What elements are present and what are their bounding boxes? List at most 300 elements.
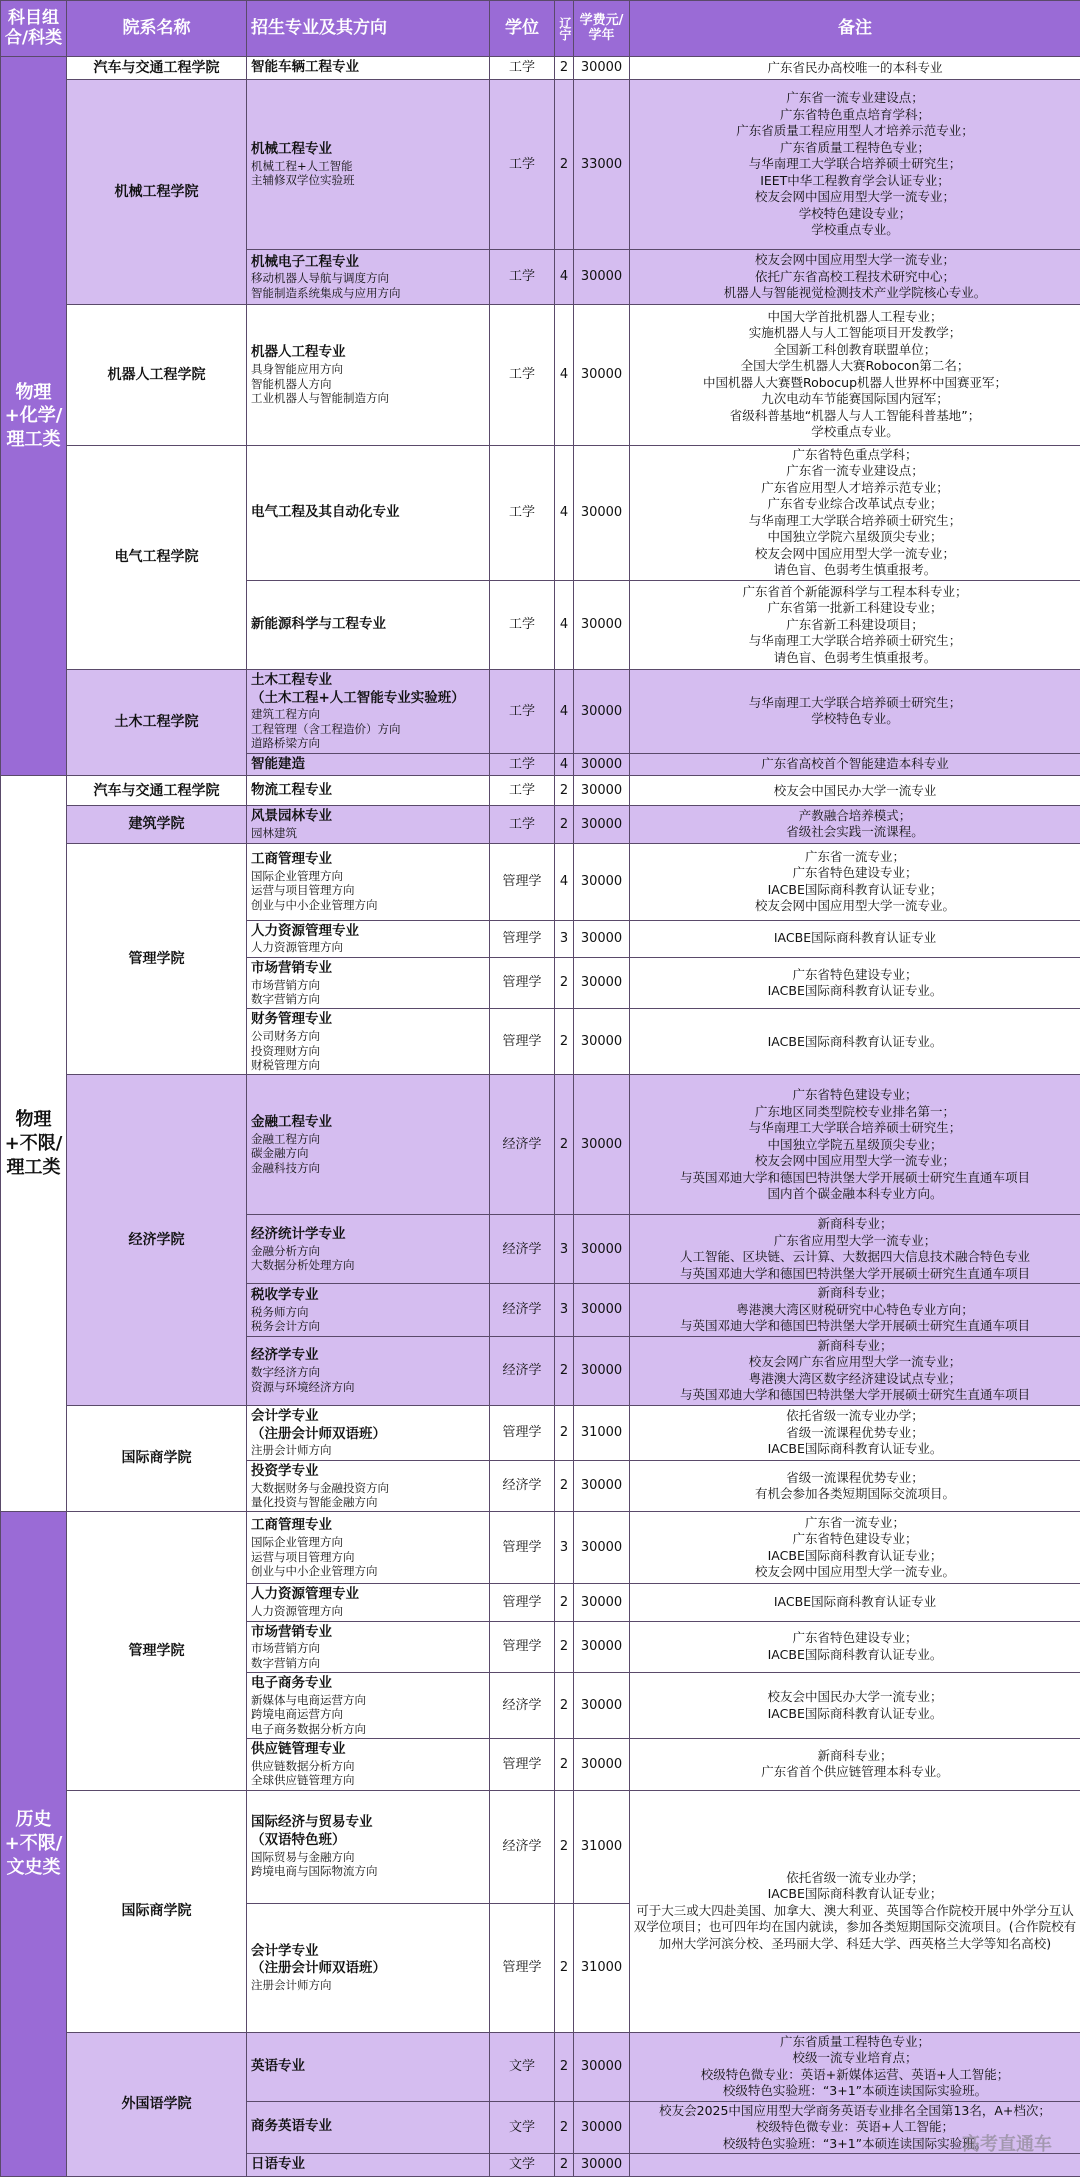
- years-cell: 2: [555, 1405, 574, 1460]
- notes-cell: [630, 445, 1080, 580]
- note-line: 产教融合培养模式；: [631, 808, 1079, 825]
- note-line: 全国新工科创教育联盟单位；: [631, 342, 1079, 359]
- fee-cell: 33000: [574, 79, 630, 249]
- table-row: [1, 1405, 1080, 1460]
- table-row: [1, 843, 1080, 920]
- note-line: 校级特色实验班：“3+1”本硕连读国际实验班。: [631, 2083, 1079, 2100]
- school-cell: 外国语学院: [67, 2032, 247, 2176]
- notes-cell: [630, 843, 1080, 920]
- degree-cell: 经济学: [490, 1673, 555, 1739]
- table-row: [1, 304, 1080, 445]
- note-line: 广东省首个供应链管理本科专业。: [631, 1764, 1079, 1781]
- notes-cell: [630, 2154, 1080, 2177]
- note-line: 广东省一流专业；: [631, 849, 1079, 866]
- notes-cell: [630, 1215, 1080, 1284]
- years-cell: 4: [555, 249, 574, 304]
- note-line: 广东省高校首个智能建造本科专业: [631, 756, 1079, 773]
- years-cell: 2: [555, 957, 574, 1009]
- notes-cell: [630, 249, 1080, 304]
- notes-cell: [630, 1336, 1080, 1405]
- note-line: 广东省一流专业建设点；: [631, 463, 1079, 480]
- major-cell: [247, 2154, 490, 2177]
- notes-cell: [630, 1460, 1080, 1512]
- degree-cell: 工学: [490, 580, 555, 669]
- major-title: 金融工程专业: [251, 1114, 485, 1132]
- major-cell: [247, 2032, 490, 2101]
- note-line: 人工智能、区块链、云计算、大数据四大信息技术融合特色专业: [631, 1249, 1079, 1266]
- fee-cell: 30000: [574, 957, 630, 1009]
- note-line: 校友会2025中国应用型大学商务英语专业排名全国第13名，A+档次；: [631, 2103, 1079, 2120]
- years-cell: 2: [555, 1673, 574, 1739]
- fee-cell: 30000: [574, 2032, 630, 2101]
- major-cell: [247, 1621, 490, 1673]
- header-row: [1, 1, 1080, 57]
- major-direction: 工程管理（含工程造价）方向: [251, 722, 485, 736]
- years-cell: 4: [555, 304, 574, 445]
- school-cell: 经济学院: [67, 1075, 247, 1406]
- degree-cell: 经济学: [490, 1336, 555, 1405]
- note-line: IACBE国际商科教育认证专业: [631, 1594, 1079, 1611]
- fee-cell: 30000: [574, 1673, 630, 1739]
- note-line: 与华南理工大学联合培养硕士研究生；: [631, 695, 1079, 712]
- major-direction: 注册会计师方向: [251, 1978, 485, 1992]
- major-cell: [247, 1075, 490, 1215]
- major-cell: [247, 920, 490, 957]
- note-line: 粤港澳大湾区数字经济建设试点专业；: [631, 1371, 1079, 1388]
- major-title: 经济统计学专业: [251, 1226, 485, 1244]
- fee-cell: 30000: [574, 445, 630, 580]
- degree-cell: 管理学: [490, 1584, 555, 1621]
- major-direction: 新媒体与电商运营方向: [251, 1693, 485, 1707]
- school-cell: 汽车与交通工程学院: [67, 776, 247, 806]
- major-direction: 资源与环境经济方向: [251, 1380, 485, 1394]
- degree-cell: 工学: [490, 753, 555, 776]
- major-direction: 财税管理方向: [251, 1058, 485, 1072]
- note-line: 广东省一流专业建设点；: [631, 90, 1079, 107]
- major-direction: 量化投资与智能金融方向: [251, 1495, 485, 1509]
- table-row: [1, 1790, 1080, 1903]
- fee-cell: 30000: [574, 1284, 630, 1337]
- major-cell: [247, 304, 490, 445]
- note-line: 可于大三或大四赴美国、加拿大、澳大利亚、英国等合作院校开展中外学分互认双学位项目；也可四年均在国内就读，参加各类短期国际交流项目。(合作院校有加州大学河滨分校、圣玛丽大学、科廷大学、西英格兰大学等知名高校): [631, 1903, 1079, 1953]
- fee-cell: 30000: [574, 2101, 630, 2154]
- years-cell: 2: [555, 79, 574, 249]
- years-cell: 2: [555, 2101, 574, 2154]
- note-line: 机器人与智能视觉检测技术产业学院核心专业。: [631, 285, 1079, 302]
- fee-cell: 30000: [574, 806, 630, 843]
- fee-cell: 31000: [574, 1903, 630, 2032]
- years-cell: 4: [555, 580, 574, 669]
- major-direction: 全球供应链管理方向: [251, 1773, 485, 1787]
- degree-cell: 工学: [490, 806, 555, 843]
- note-line: 学校重点专业。: [631, 424, 1079, 441]
- major-direction: 注册会计师方向: [251, 1443, 485, 1457]
- fee-cell: 30000: [574, 2154, 630, 2177]
- major-title: 商务英语专业: [251, 2118, 485, 2136]
- major-direction: 电子商务数据分析方向: [251, 1722, 485, 1736]
- table-row: [1, 1075, 1080, 1215]
- major-direction: 道路桥梁方向: [251, 736, 485, 750]
- table-row: [1, 1512, 1080, 1584]
- major-title: 人力资源管理专业: [251, 923, 485, 941]
- major-cell: [247, 957, 490, 1009]
- major-title: 土木工程专业: [251, 672, 485, 690]
- school-cell: 建筑学院: [67, 806, 247, 843]
- note-line: 与英国邓迪大学和德国巴特洪堡大学开展硕士研究生直通车项目: [631, 1266, 1079, 1283]
- major-direction: 国际企业管理方向: [251, 869, 485, 883]
- note-line: 新商科专业；: [631, 1748, 1079, 1765]
- note-line: 与华南理工大学联合培养硕士研究生；: [631, 156, 1079, 173]
- years-cell: 3: [555, 1512, 574, 1584]
- note-line: 校友会网中国应用型大学一流专业；: [631, 1153, 1079, 1170]
- note-line: 请色盲、色弱考生慎重报考。: [631, 650, 1079, 667]
- major-cell: [247, 1405, 490, 1460]
- major-direction: 数字经济方向: [251, 1365, 485, 1379]
- note-line: 中国独立学院六星级顶尖专业；: [631, 529, 1079, 546]
- years-cell: 2: [555, 1009, 574, 1075]
- major-cell: [247, 79, 490, 249]
- major-direction: 数字营销方向: [251, 1656, 485, 1670]
- school-cell: 机器人工程学院: [67, 304, 247, 445]
- notes-cell: [630, 1621, 1080, 1673]
- major-direction: 移动机器人导航与调度方向: [251, 271, 485, 285]
- header-category: 科目组合/科类: [1, 1, 67, 57]
- major-cell: [247, 1790, 490, 1903]
- note-line: 新商科专业；: [631, 1285, 1079, 1302]
- major-cell: [247, 1584, 490, 1621]
- major-direction: 建筑工程方向: [251, 707, 485, 721]
- major-title: 智能建造: [251, 756, 485, 774]
- major-title: 工商管理专业: [251, 851, 485, 869]
- note-line: 广东省新工科建设项目；: [631, 617, 1079, 634]
- fee-cell: 30000: [574, 304, 630, 445]
- notes-cell: [630, 79, 1080, 249]
- note-line: 校级特色微专业：英语+人工智能；: [631, 2119, 1079, 2136]
- degree-cell: 文学: [490, 2154, 555, 2177]
- school-cell: 国际商学院: [67, 1790, 247, 2032]
- major-direction: 大数据分析处理方向: [251, 1258, 485, 1272]
- school-cell: 管理学院: [67, 843, 247, 1075]
- degree-cell: 管理学: [490, 1621, 555, 1673]
- major-direction: 税务会计方向: [251, 1319, 485, 1333]
- school-cell: 电气工程学院: [67, 445, 247, 669]
- degree-cell: 文学: [490, 2101, 555, 2154]
- fee-cell: 30000: [574, 1739, 630, 1791]
- fee-cell: 30000: [574, 57, 630, 80]
- major-cell: [247, 2101, 490, 2154]
- major-cell: [247, 1460, 490, 1512]
- note-line: 广东省特色建设专业；: [631, 1531, 1079, 1548]
- major-title: 工商管理专业: [251, 1517, 485, 1535]
- major-title: 机械电子工程专业: [251, 254, 485, 272]
- note-line: 广东省质量工程特色专业；: [631, 140, 1079, 157]
- major-cell: [247, 806, 490, 843]
- years-cell: 2: [555, 1336, 574, 1405]
- major-direction: 金融科技方向: [251, 1161, 485, 1175]
- major-title: 经济学专业: [251, 1347, 485, 1365]
- note-line: 广东省质量工程应用型人才培养示范专业；: [631, 123, 1079, 140]
- school-cell: 汽车与交通工程学院: [67, 57, 247, 80]
- major-direction: 大数据财务与金融投资方向: [251, 1481, 485, 1495]
- major-cell: [247, 1336, 490, 1405]
- major-title: 机器人工程专业: [251, 344, 485, 362]
- major-title: 税收学专业: [251, 1287, 485, 1305]
- years-cell: 2: [555, 2032, 574, 2101]
- major-cell: [247, 1284, 490, 1337]
- years-cell: 2: [555, 2154, 574, 2177]
- school-cell: 机械工程学院: [67, 79, 247, 304]
- note-line: 中国大学首批机器人工程专业；: [631, 309, 1079, 326]
- major-direction: 税务师方向: [251, 1305, 485, 1319]
- major-title: 市场营销专业: [251, 960, 485, 978]
- major-direction: 智能制造系统集成与应用方向: [251, 286, 485, 300]
- major-title: 电气工程及其自动化专业: [251, 504, 485, 522]
- note-line: 广东省应用型人才培养示范专业；: [631, 480, 1079, 497]
- header-fee: 学费元/学年: [574, 1, 630, 57]
- note-line: 校友会网中国应用型大学一流专业；: [631, 252, 1079, 269]
- note-line: 依托省级一流专业办学；: [631, 1870, 1079, 1887]
- notes-cell: [630, 1075, 1080, 1215]
- major-direction: 投资理财方向: [251, 1044, 485, 1058]
- note-line: 广东地区同类型院校专业排名第一；: [631, 1104, 1079, 1121]
- major-cell: [247, 1512, 490, 1584]
- fee-cell: 30000: [574, 669, 630, 753]
- watermark: 高考直通车: [962, 2130, 1052, 2156]
- note-line: 校友会网中国应用型大学一流专业。: [631, 898, 1079, 915]
- years-cell: 2: [555, 776, 574, 806]
- category-cell: 物理+不限/理工类: [1, 776, 67, 1512]
- note-line: 与华南理工大学联合培养硕士研究生；: [631, 1120, 1079, 1137]
- school-cell: 管理学院: [67, 1512, 247, 1790]
- major-direction: 人力资源管理方向: [251, 1604, 485, 1618]
- note-line: 校友会中国民办大学一流专业: [631, 783, 1079, 800]
- note-line: IACBE国际商科教育认证专业。: [631, 1034, 1079, 1051]
- years-cell: 4: [555, 843, 574, 920]
- fee-cell: 31000: [574, 1790, 630, 1903]
- years-cell: 2: [555, 1460, 574, 1512]
- years-cell: 4: [555, 445, 574, 580]
- table-row: [1, 776, 1080, 806]
- degree-cell: 工学: [490, 669, 555, 753]
- degree-cell: 工学: [490, 79, 555, 249]
- note-line: 广东省第一批新工科建设专业；: [631, 600, 1079, 617]
- degree-cell: 工学: [490, 304, 555, 445]
- major-title: 风景园林专业: [251, 808, 485, 826]
- major-direction: 供应链数据分析方向: [251, 1759, 485, 1773]
- years-cell: 2: [555, 1903, 574, 2032]
- degree-cell: 经济学: [490, 1790, 555, 1903]
- notes-cell: [630, 1673, 1080, 1739]
- major-direction: 金融分析方向: [251, 1244, 485, 1258]
- note-line: 依托广东省高校工程技术研究中心；: [631, 269, 1079, 286]
- major-cell: [247, 1009, 490, 1075]
- degree-cell: 经济学: [490, 1460, 555, 1512]
- fee-cell: 30000: [574, 1512, 630, 1584]
- note-line: 广东省特色建设专业；: [631, 865, 1079, 882]
- degree-cell: 工学: [490, 776, 555, 806]
- major-direction: 园林建筑: [251, 826, 485, 840]
- note-line: 广东省特色建设专业；: [631, 967, 1079, 984]
- fee-cell: 30000: [574, 1215, 630, 1284]
- notes-cell: [630, 1584, 1080, 1621]
- header-major: 招生专业及其方向: [247, 1, 490, 57]
- major-title: 智能车辆工程专业: [251, 59, 485, 77]
- degree-cell: 管理学: [490, 920, 555, 957]
- note-line: IACBE国际商科教育认证专业；: [631, 1548, 1079, 1565]
- major-direction: 人力资源管理方向: [251, 940, 485, 954]
- note-line: 广东省特色建设专业；: [631, 1087, 1079, 1104]
- note-line: 省级科普基地“机器人与人工智能科普基地”；: [631, 408, 1079, 425]
- major-title: 人力资源管理专业: [251, 1586, 485, 1604]
- note-line: 广东省应用型大学一流专业；: [631, 1233, 1079, 1250]
- header-school: 院系名称: [67, 1, 247, 57]
- note-line: IACBE国际商科教育认证专业。: [631, 1647, 1079, 1664]
- header-notes: 备注: [630, 1, 1080, 57]
- years-cell: 2: [555, 57, 574, 80]
- years-cell: 3: [555, 1215, 574, 1284]
- notes-cell: [630, 304, 1080, 445]
- major-direction: 工业机器人与智能制造方向: [251, 391, 485, 405]
- major-direction: 跨境电商运营方向: [251, 1707, 485, 1721]
- major-title: 供应链管理专业: [251, 1741, 485, 1759]
- degree-cell: 经济学: [490, 1075, 555, 1215]
- note-line: 校友会网中国应用型大学一流专业；: [631, 546, 1079, 563]
- major-cell: [247, 669, 490, 753]
- years-cell: 3: [555, 920, 574, 957]
- notes-cell: [630, 669, 1080, 753]
- major-title: 英语专业: [251, 2058, 485, 2076]
- degree-cell: 管理学: [490, 1009, 555, 1075]
- note-line: 中国独立学院五星级顶尖专业；: [631, 1137, 1079, 1154]
- major-direction: （土木工程+人工智能专业实验班）: [251, 690, 485, 708]
- note-line: IACBE国际商科教育认证专业。: [631, 983, 1079, 1000]
- major-direction: 跨境电商与国际物流方向: [251, 1864, 485, 1878]
- major-cell: [247, 776, 490, 806]
- notes-cell: [630, 57, 1080, 80]
- note-line: 广东省首个新能源科学与工程本科专业；: [631, 584, 1079, 601]
- note-line: 新商科专业；: [631, 1338, 1079, 1355]
- major-title: 财务管理专业: [251, 1011, 485, 1029]
- major-title: 市场营销专业: [251, 1624, 485, 1642]
- major-title: 物流工程专业: [251, 782, 485, 800]
- major-title: 国际经济与贸易专业: [251, 1814, 485, 1832]
- notes-cell: [630, 1009, 1080, 1075]
- major-direction: （注册会计师双语班）: [251, 1426, 485, 1444]
- major-direction: 运营与项目管理方向: [251, 1550, 485, 1564]
- years-cell: 2: [555, 1584, 574, 1621]
- fee-cell: 31000: [574, 1405, 630, 1460]
- fee-cell: 30000: [574, 1336, 630, 1405]
- major-direction: 市场营销方向: [251, 978, 485, 992]
- note-line: 广东省一流专业；: [631, 1515, 1079, 1532]
- degree-cell: 管理学: [490, 957, 555, 1009]
- table-row: [1, 445, 1080, 580]
- notes-cell: [630, 1739, 1080, 1791]
- major-direction: （双语特色班）: [251, 1832, 485, 1850]
- note-line: 校级特色实验班：“3+1”本硕连读国际实验班。: [631, 2136, 1079, 2153]
- note-line: 广东省民办高校唯一的本科专业: [631, 60, 1079, 77]
- note-line: IACBE国际商科教育认证专业。: [631, 1706, 1079, 1723]
- note-line: 学校特色建设专业；: [631, 206, 1079, 223]
- major-direction: 碳金融方向: [251, 1146, 485, 1160]
- major-direction: 创业与中小企业管理方向: [251, 898, 485, 912]
- major-title: 会计学专业: [251, 1943, 485, 1961]
- degree-cell: 文学: [490, 2032, 555, 2101]
- fee-cell: 30000: [574, 1075, 630, 1215]
- major-title: 会计学专业: [251, 1408, 485, 1426]
- note-line: 校友会网中国应用型大学一流专业；: [631, 189, 1079, 206]
- degree-cell: 管理学: [490, 843, 555, 920]
- table-row: [1, 2032, 1080, 2101]
- note-line: 广东省专业综合改革试点专业；: [631, 496, 1079, 513]
- degree-cell: 工学: [490, 445, 555, 580]
- category-cell: 历史+不限/文史类: [1, 1512, 67, 2177]
- note-line: 校级特色微专业：英语+新媒体运营、英语+人工智能；: [631, 2067, 1079, 2084]
- note-line: 与英国邓迪大学和德国巴特洪堡大学开展硕士研究生直通车项目: [631, 1170, 1079, 1187]
- note-line: IEET中华工程教育学会认证专业；: [631, 173, 1079, 190]
- years-cell: 2: [555, 1075, 574, 1215]
- years-cell: 4: [555, 669, 574, 753]
- major-direction: （注册会计师双语班）: [251, 1960, 485, 1978]
- major-direction: 公司财务方向: [251, 1029, 485, 1043]
- note-line: 学校重点专业。: [631, 222, 1079, 239]
- years-cell: 2: [555, 1621, 574, 1673]
- major-cell: [247, 1215, 490, 1284]
- note-line: 九次电动车节能赛国际国内冠军；: [631, 391, 1079, 408]
- note-line: 校级一流专业培育点；: [631, 2050, 1079, 2067]
- note-line: 省级一流课程优势专业；: [631, 1470, 1079, 1487]
- years-cell: 2: [555, 1739, 574, 1791]
- note-line: 广东省特色重点学科；: [631, 447, 1079, 464]
- major-direction: 国际企业管理方向: [251, 1535, 485, 1549]
- table-row: [1, 669, 1080, 753]
- degree-cell: 管理学: [490, 1405, 555, 1460]
- note-line: 校友会中国民办大学一流专业；: [631, 1689, 1079, 1706]
- major-cell: [247, 580, 490, 669]
- degree-cell: 管理学: [490, 1903, 555, 2032]
- fee-cell: 30000: [574, 843, 630, 920]
- degree-cell: 管理学: [490, 1512, 555, 1584]
- fee-cell: 30000: [574, 1584, 630, 1621]
- note-line: 广东省特色重点培育学科；: [631, 107, 1079, 124]
- notes-cell: [630, 1790, 1080, 2032]
- years-cell: 3: [555, 1284, 574, 1337]
- degree-cell: 管理学: [490, 1739, 555, 1791]
- note-line: 校友会网广东省应用型大学一流专业；: [631, 1354, 1079, 1371]
- notes-cell: [630, 1284, 1080, 1337]
- note-line: 有机会参加各类短期国际交流项目。: [631, 1486, 1079, 1503]
- major-direction: 机械工程+人工智能: [251, 159, 485, 173]
- category-cell: 物理+化学/理工类: [1, 57, 67, 776]
- major-direction: 创业与中小企业管理方向: [251, 1564, 485, 1578]
- school-cell: 土木工程学院: [67, 669, 247, 776]
- note-line: IACBE国际商科教育认证专业: [631, 930, 1079, 947]
- years-cell: 4: [555, 753, 574, 776]
- major-title: 新能源科学与工程专业: [251, 616, 485, 634]
- major-cell: [247, 1739, 490, 1791]
- note-line: 省级一流课程优势专业；: [631, 1425, 1079, 1442]
- table-row: [1, 57, 1080, 80]
- notes-cell: [630, 806, 1080, 843]
- note-line: 新商科专业；: [631, 1216, 1079, 1233]
- notes-cell: [630, 1405, 1080, 1460]
- major-direction: 具身智能应用方向: [251, 362, 485, 376]
- major-cell: [247, 753, 490, 776]
- fee-cell: 30000: [574, 580, 630, 669]
- major-direction: 运营与项目管理方向: [251, 883, 485, 897]
- major-title: 日语专业: [251, 2156, 485, 2174]
- major-title: 电子商务专业: [251, 1675, 485, 1693]
